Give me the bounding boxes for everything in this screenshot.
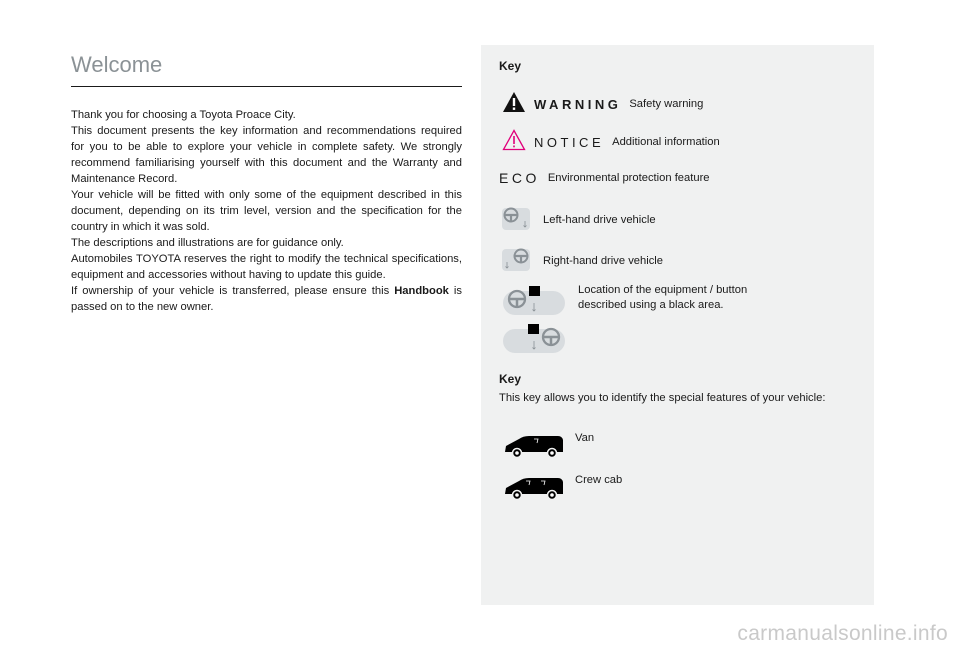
eco-word: ECO <box>499 170 540 186</box>
key-panel <box>481 45 874 605</box>
welcome-paragraph: Automobiles TOYOTA reserves the right to modify the technical specifications, equipment and accessories without having to update this guide. <box>71 253 462 281</box>
welcome-paragraph: Your vehicle will be fitted with only some of the equipment described in this document, depending on its trim level, version and the specification for the country in which it was sold. <box>71 189 462 233</box>
location-rhd-row <box>502 321 566 360</box>
key-heading: Key <box>499 59 522 73</box>
location-description <box>578 283 747 313</box>
handbook-text-after: is passed on to the new owner. <box>71 285 462 313</box>
eco-description: Environmental protection feature <box>547 171 710 184</box>
welcome-paragraph: This document presents the key information and recommendations required for you to be able to explore your vehicle in complete safety. We strongly recommend familiarising yourself with this document and the Warranty and Maintenance Record. <box>71 125 462 185</box>
van-description: Van <box>575 432 595 444</box>
vehicle-key-intro: This key allows you to identify the special features of your vehicle: <box>499 392 826 404</box>
key-heading-vehicle: Key <box>499 372 522 386</box>
warning-triangle-icon <box>502 91 526 118</box>
welcome-paragraph: The descriptions and illustrations are for guidance only. <box>71 237 344 249</box>
right-hand-drive-icon <box>501 246 531 277</box>
notice-word: NOTICE <box>534 135 605 150</box>
page-title: Welcome <box>71 52 163 77</box>
dashboard-location-lhd-icon <box>502 283 566 322</box>
welcome-section <box>71 52 462 315</box>
lhd-description: Left-hand drive vehicle <box>543 214 656 226</box>
crew-cab-icon <box>503 473 565 506</box>
welcome-paragraph <box>71 283 462 315</box>
dashboard-location-rhd-icon <box>502 321 566 360</box>
notice-description: Additional information <box>612 136 720 148</box>
eco-row <box>499 170 710 186</box>
rhd-row <box>501 246 663 277</box>
left-hand-drive-icon <box>501 205 531 236</box>
welcome-text <box>71 107 462 315</box>
van-row <box>503 431 594 464</box>
notice-triangle-icon <box>502 129 526 156</box>
title-divider <box>71 86 462 87</box>
handbook-text-before: If ownership of your vehicle is transferred, please ensure this <box>71 285 395 297</box>
notice-row <box>502 129 720 156</box>
location-description-line1: Location of the equipment / button <box>578 284 748 296</box>
welcome-paragraph: Thank you for choosing a Toyota Proace City. <box>71 109 296 121</box>
location-description-line2: described using a black area. <box>578 299 724 311</box>
warning-word: WARNING <box>534 97 622 112</box>
lhd-row <box>501 205 656 236</box>
handbook-bold: Handbook <box>394 285 449 297</box>
warning-row <box>502 91 703 118</box>
warning-description: Safety warning <box>629 98 704 110</box>
van-icon <box>503 431 565 464</box>
crew-cab-description: Crew cab <box>575 474 623 486</box>
rhd-description: Right-hand drive vehicle <box>543 255 664 267</box>
location-row <box>502 283 747 322</box>
watermark-footer: carmanualsonline.info <box>737 622 948 645</box>
crew-cab-row <box>503 473 622 506</box>
